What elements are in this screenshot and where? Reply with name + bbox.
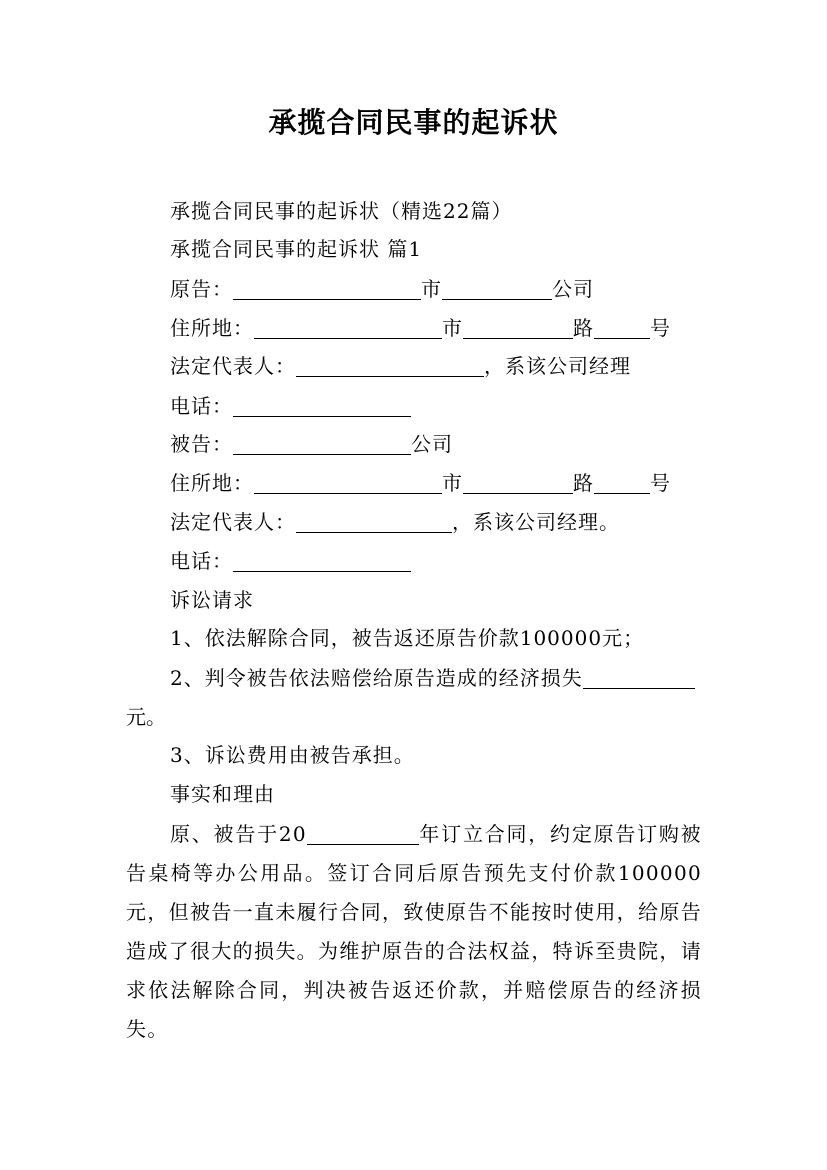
- claim-2-continuation: 元。: [126, 705, 166, 729]
- claim-2: [170, 664, 695, 692]
- number-label: 号: [650, 471, 671, 495]
- plaintiff-address-line: [170, 314, 671, 342]
- section-heading: 承揽合同民事的起诉状 篇1: [170, 237, 423, 261]
- blank-field: [233, 394, 411, 417]
- plaintiff-rep-line: [170, 352, 631, 380]
- page-title: 承揽合同民事的起诉状: [268, 106, 559, 139]
- city-label: 市: [442, 471, 463, 495]
- facts-heading: 事实和理由: [170, 782, 275, 806]
- plaintiff-label: 原告：: [170, 277, 233, 301]
- defendant-phone-line: [170, 547, 411, 575]
- rep-suffix: ，系该公司经理。: [452, 510, 620, 534]
- plaintiff-phone-line: [170, 392, 411, 420]
- blank-field: [233, 549, 411, 572]
- facts-paragraph: [126, 815, 702, 1049]
- blank-field: [463, 471, 573, 494]
- plaintiff-line: [170, 275, 594, 303]
- defendant-line: [170, 430, 453, 458]
- blank-field: [296, 510, 452, 533]
- blank-field: [594, 316, 650, 339]
- blank-field: [254, 316, 442, 339]
- blank-field: [463, 316, 573, 339]
- phone-label: 电话：: [170, 394, 233, 418]
- defendant-rep-line: [170, 508, 620, 536]
- facts-prefix: 原、被告于20: [170, 822, 307, 846]
- subtitle: 承揽合同民事的起诉状（精选22篇）: [170, 199, 513, 223]
- city-label: 市: [442, 316, 463, 340]
- city-label: 市: [421, 277, 442, 301]
- rep-label: 法定代表人：: [170, 510, 296, 534]
- blank-field: [583, 666, 695, 689]
- blank-field: [442, 277, 552, 300]
- company-label: 公司: [411, 432, 453, 456]
- rep-label: 法定代表人：: [170, 354, 296, 378]
- blank-field: [296, 354, 484, 377]
- claim-2-text: 2、判令被告依法赔偿给原告造成的经济损失: [170, 666, 583, 690]
- phone-label: 电话：: [170, 549, 233, 573]
- road-label: 路: [573, 316, 594, 340]
- address-label: 住所地：: [170, 471, 254, 495]
- facts-body: 年订立合同，约定原告订购被告桌椅等办公用品。签订合同后原告预先支付价款100000元，但被告一直未履行合同，致使原告不能按时使用，给原告造成了很大的损失。为维护原告的合法权益，特诉至贵院，请求依法解除合同，判决被告返还价款，并赔偿原告的经济损失。: [126, 822, 702, 1041]
- claim-1: 1、依法解除合同，被告返还原告价款100000元；: [170, 626, 645, 650]
- blank-field: [233, 432, 411, 455]
- rep-suffix: ，系该公司经理: [484, 354, 631, 378]
- road-label: 路: [573, 471, 594, 495]
- defendant-label: 被告：: [170, 432, 233, 456]
- claims-heading: 诉讼请求: [170, 588, 254, 612]
- claim-3: 3、诉讼费用由被告承担。: [170, 743, 415, 767]
- blank-field: [233, 277, 421, 300]
- address-label: 住所地：: [170, 316, 254, 340]
- number-label: 号: [650, 316, 671, 340]
- company-label: 公司: [552, 277, 594, 301]
- blank-field: [307, 822, 419, 845]
- blank-field: [594, 471, 650, 494]
- defendant-address-line: [170, 469, 671, 497]
- blank-field: [254, 471, 442, 494]
